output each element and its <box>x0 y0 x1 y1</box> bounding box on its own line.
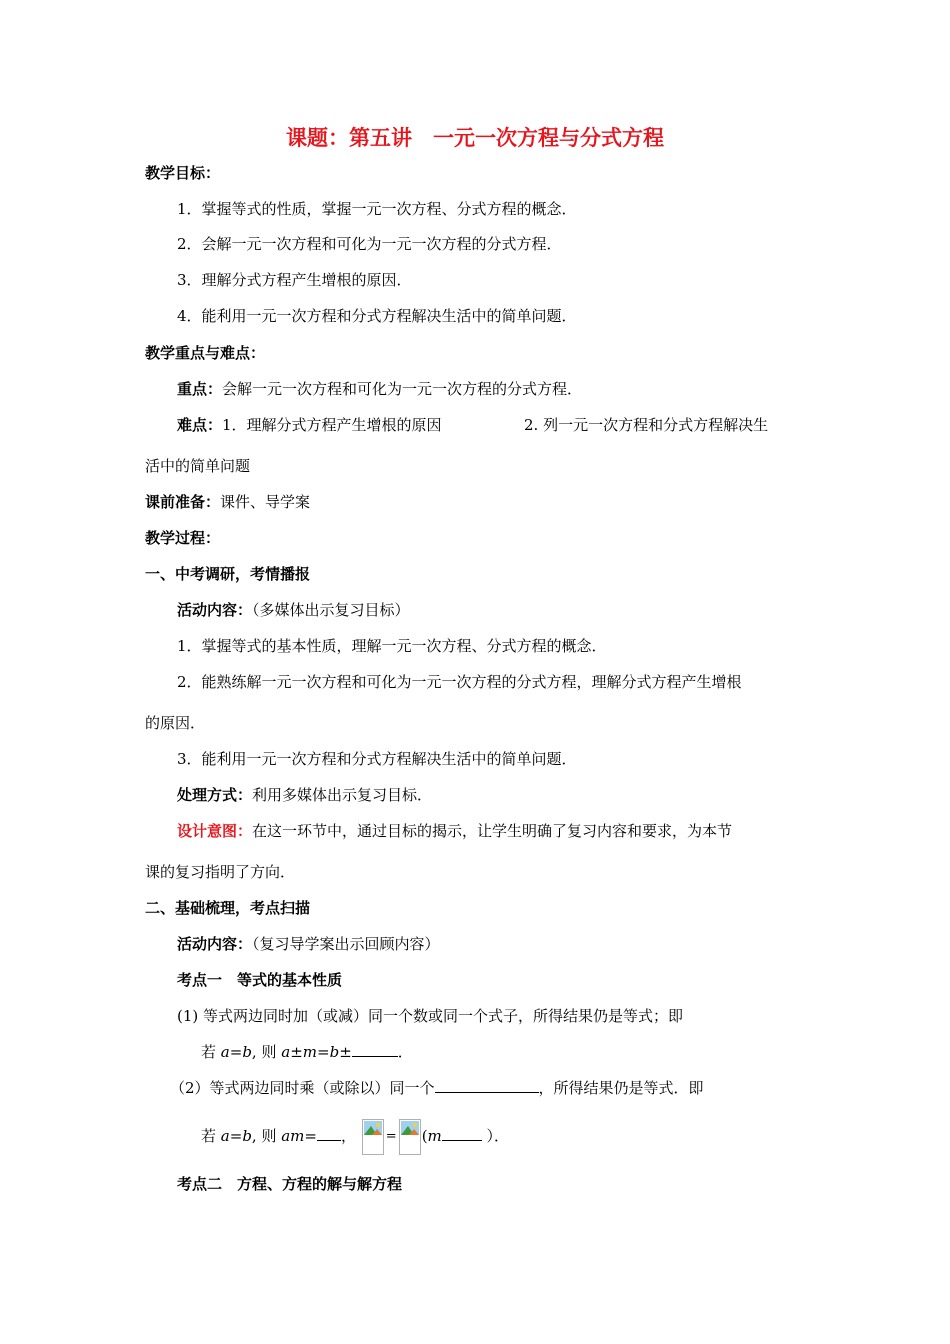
section1-activity <box>177 600 410 620</box>
formula-op: ± <box>290 1043 303 1061</box>
prep-line <box>145 492 310 512</box>
goal-item: 1．掌握等式的性质，掌握一元一次方程、分式方程的概念． <box>177 200 577 218</box>
formula-op: = <box>229 1043 243 1061</box>
intent-cont: 课的复习指明了方向． <box>145 863 296 881</box>
rule2-formula <box>201 1116 509 1157</box>
rule2-text: （2）等式两边同时乘（或除以）同一个 <box>170 1079 435 1097</box>
difficulty-cont: 活中的简单问题 <box>145 457 251 475</box>
focus-text: 会解一元一次方程和可化为一元一次方程的分式方程． <box>222 380 583 398</box>
formula-op: = <box>317 1043 330 1061</box>
goal-item: 2．会解一元一次方程和可化为一元一次方程的分式方程． <box>177 235 562 253</box>
goal-item: 4．能利用一元一次方程和分式方程解决生活中的简单问题． <box>177 307 577 325</box>
broken-image-icon <box>399 1119 421 1155</box>
formula-op: = <box>385 1129 397 1144</box>
prep-text: 课件、导学案 <box>220 493 311 511</box>
formula-var: m <box>302 1043 317 1061</box>
activity-label: 活动内容： <box>177 935 253 953</box>
answer-blank <box>317 1126 341 1141</box>
formula-text: , 则 <box>251 1043 282 1061</box>
formula-text: ( <box>421 1127 428 1145</box>
rule2-tail: ，所得结果仍是等式．即 <box>538 1079 704 1097</box>
goal-item: 3．理解分式方程产生增根的原因． <box>177 271 412 289</box>
formula-op: = <box>304 1127 317 1145</box>
formula-var: b <box>329 1043 340 1061</box>
formula-op: = <box>229 1127 243 1145</box>
point2-heading: 考点二 方程、方程的解与解方程 <box>177 1175 403 1193</box>
formula-text: 若 <box>201 1127 221 1145</box>
difficulty-2: 2. 列一元一次方程和分式方程解决生 <box>524 416 769 434</box>
formula-var: b <box>242 1043 252 1061</box>
section1-item: 2．能熟练解一元一次方程和可化为一元一次方程的分式方程，理解分式方程产生增根 <box>177 673 742 691</box>
rule1-text: (1) 等式两边同时加（或减）同一个数或同一个式子，所得结果仍是等式；即 <box>177 1007 684 1025</box>
intent-text: 在这一环节中，通过目标的揭示，让学生明确了复习内容和要求，为本节 <box>252 822 733 840</box>
activity-text: （多媒体出示复习目标） <box>252 601 410 619</box>
formula-var: a <box>281 1043 291 1061</box>
method-text: 利用多媒体出示复习目标． <box>252 786 433 804</box>
section1-heading: 一、中考调研，考情播报 <box>145 565 311 583</box>
process-heading: 教学过程： <box>145 529 221 547</box>
difficulty-line <box>177 415 442 435</box>
formula-text: ． <box>397 1043 413 1061</box>
method-label: 处理方式： <box>177 786 253 804</box>
page-title: 课题：第五讲 一元一次方程与分式方程 <box>286 125 664 150</box>
section2-heading: 二、基础梳理，考点扫描 <box>145 899 311 917</box>
formula-var: m <box>427 1127 442 1145</box>
formula-text: ）． <box>481 1127 510 1145</box>
difficulty-1: 1．理解分式方程产生增根的原因 <box>222 416 442 434</box>
section1-item: 3．能利用一元一次方程和分式方程解决生活中的简单问题． <box>177 750 577 768</box>
answer-blank <box>435 1078 539 1093</box>
formula-text: 若 <box>201 1043 221 1061</box>
formula-var: am <box>281 1127 305 1145</box>
rule1-formula <box>201 1042 413 1062</box>
focus-line <box>177 379 582 399</box>
formula-var: b <box>242 1127 252 1145</box>
focus-label: 重点： <box>177 380 223 398</box>
method-line <box>177 785 432 805</box>
activity-label: 活动内容： <box>177 601 253 619</box>
formula-text: ， <box>340 1127 356 1145</box>
intent-label: 设计意图： <box>177 822 253 840</box>
goals-heading: 教学目标： <box>145 164 221 182</box>
activity-text: （复习导学案出示回顾内容） <box>252 935 440 953</box>
intent-line <box>177 821 732 841</box>
section2-activity <box>177 934 440 954</box>
broken-image-icon <box>362 1119 384 1155</box>
formula-var: a <box>220 1043 230 1061</box>
difficulty-label: 难点： <box>177 416 223 434</box>
section1-item: 的原因． <box>145 714 206 732</box>
key-points-heading: 教学重点与难点： <box>145 344 266 362</box>
formula-text: , 则 <box>251 1127 282 1145</box>
prep-label: 课前准备： <box>145 493 221 511</box>
formula-op: ± <box>339 1043 352 1061</box>
point1-heading: 考点一 等式的基本性质 <box>177 971 343 989</box>
formula-var: a <box>220 1127 230 1145</box>
section1-item: 1．掌握等式的基本性质，理解一元一次方程、分式方程的概念． <box>177 637 607 655</box>
answer-blank <box>352 1042 398 1057</box>
answer-blank <box>442 1126 482 1141</box>
rule2-line <box>170 1078 704 1098</box>
